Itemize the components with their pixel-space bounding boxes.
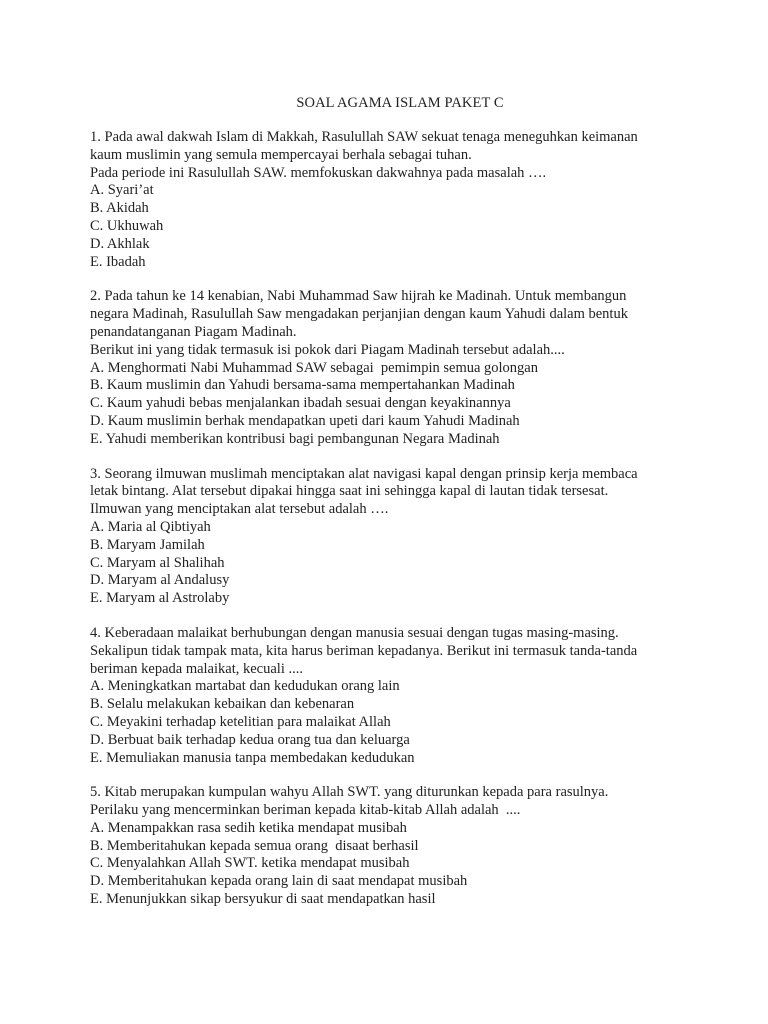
answer-option-c: C. Menyalahkan Allah SWT. ketika mendapat musibah	[90, 855, 410, 872]
answer-option-a: A. Meningkatkan martabat dan kedudukan orang lain	[90, 678, 400, 695]
question-stem-line: 5. Kitab merupakan kumpulan wahyu Allah SWT. yang diturunkan kepada para rasulnya.	[90, 784, 609, 801]
question-stem-line: 3. Seorang ilmuwan muslimah menciptakan alat navigasi kapal dengan prinsip kerja membaca	[90, 465, 638, 482]
question-stem-line: Ilmuwan yang menciptakan alat tersebut adalah ….	[90, 501, 389, 518]
question-5	[90, 784, 710, 909]
question-1	[90, 129, 710, 271]
answer-option-b: B. Akidah	[90, 200, 149, 217]
answer-option-e: E. Memuliakan manusia tanpa membedakan kedudukan	[90, 749, 415, 766]
answer-option-e: E. Yahudi memberikan kontribusi bagi pembangunan Negara Madinah	[90, 430, 500, 447]
answer-option-c: C. Meyakini terhadap ketelitian para malaikat Allah	[90, 713, 391, 730]
answer-option-b: B. Maryam Jamilah	[90, 536, 205, 553]
question-4	[90, 625, 710, 767]
answer-option-e: E. Maryam al Astrolaby	[90, 590, 230, 607]
question-3	[90, 466, 710, 608]
question-stem-line: beriman kepada malaikat, kecuali ....	[90, 660, 303, 677]
question-stem-line: Sekalipun tidak tampak mata, kita harus beriman kepadanya. Berikut ini termasuk tanda-tanda	[90, 642, 638, 659]
answer-option-d: D. Akhlak	[90, 235, 150, 252]
answer-option-e: E. Ibadah	[90, 253, 146, 270]
answer-option-d: D. Kaum muslimin berhak mendapatkan upeti dari kaum Yahudi Madinah	[90, 412, 520, 429]
answer-option-b: B. Memberitahukan kepada semua orang disaat berhasil	[90, 837, 419, 854]
question-stem-line: kaum muslimin yang semula mempercayai berhala sebagai tuhan.	[90, 146, 472, 163]
question-stem-line: penandatanganan Piagam Madinah.	[90, 323, 297, 340]
question-stem-line: Perilaku yang mencerminkan beriman kepada kitab-kitab Allah adalah ....	[90, 802, 521, 819]
answer-option-b: B. Selalu melakukan kebaikan dan kebenaran	[90, 696, 355, 713]
answer-option-d: D. Memberitahukan kepada orang lain di saat mendapat musibah	[90, 873, 468, 890]
answer-option-c: C. Kaum yahudi bebas menjalankan ibadah sesuai dengan keyakinannya	[90, 395, 511, 412]
answer-option-b: B. Kaum muslimin dan Yahudi bersama-sama mempertahankan Madinah	[90, 377, 515, 394]
answer-option-a: A. Menampakkan rasa sedih ketika mendapat musibah	[90, 819, 407, 836]
document-page	[90, 94, 710, 926]
answer-option-a: A. Syari’at	[90, 182, 154, 199]
answer-option-a: A. Maria al Qibtiyah	[90, 518, 211, 535]
answer-option-d: D. Berbuat baik terhadap kedua orang tua dan keluarga	[90, 731, 410, 748]
question-stem-line: letak bintang. Alat tersebut dipakai hingga saat ini sehingga kapal di lautan tidak tersesat.	[90, 483, 609, 500]
question-2	[90, 288, 710, 448]
answer-option-c: C. Ukhuwah	[90, 217, 164, 234]
question-stem-line: 4. Keberadaan malaikat berhubungan dengan manusia sesuai dengan tugas masing-masing.	[90, 624, 619, 641]
document-title: SOAL AGAMA ISLAM PAKET C	[296, 95, 504, 111]
question-stem-line: Pada periode ini Rasulullah SAW. memfokuskan dakwahnya pada masalah ….	[90, 164, 547, 181]
answer-option-a: A. Menghormati Nabi Muhammad SAW sebagai pemimpin semua golongan	[90, 359, 538, 376]
question-stem-line: 2. Pada tahun ke 14 kenabian, Nabi Muhammad Saw hijrah ke Madinah. Untuk membangun	[90, 288, 627, 305]
answer-option-e: E. Menunjukkan sikap bersyukur di saat mendapatkan hasil	[90, 891, 436, 908]
question-stem-line: 1. Pada awal dakwah Islam di Makkah, Rasulullah SAW sekuat tenaga meneguhkan keimanan	[90, 129, 638, 145]
question-stem-line: Berikut ini yang tidak termasuk isi pokok dari Piagam Madinah tersebut adalah....	[90, 341, 565, 358]
answer-option-c: C. Maryam al Shalihah	[90, 554, 225, 571]
question-stem-line: negara Madinah, Rasulullah Saw mengadakan perjanjian dengan kaum Yahudi dalam bentuk	[90, 306, 628, 323]
answer-option-d: D. Maryam al Andalusy	[90, 572, 230, 589]
